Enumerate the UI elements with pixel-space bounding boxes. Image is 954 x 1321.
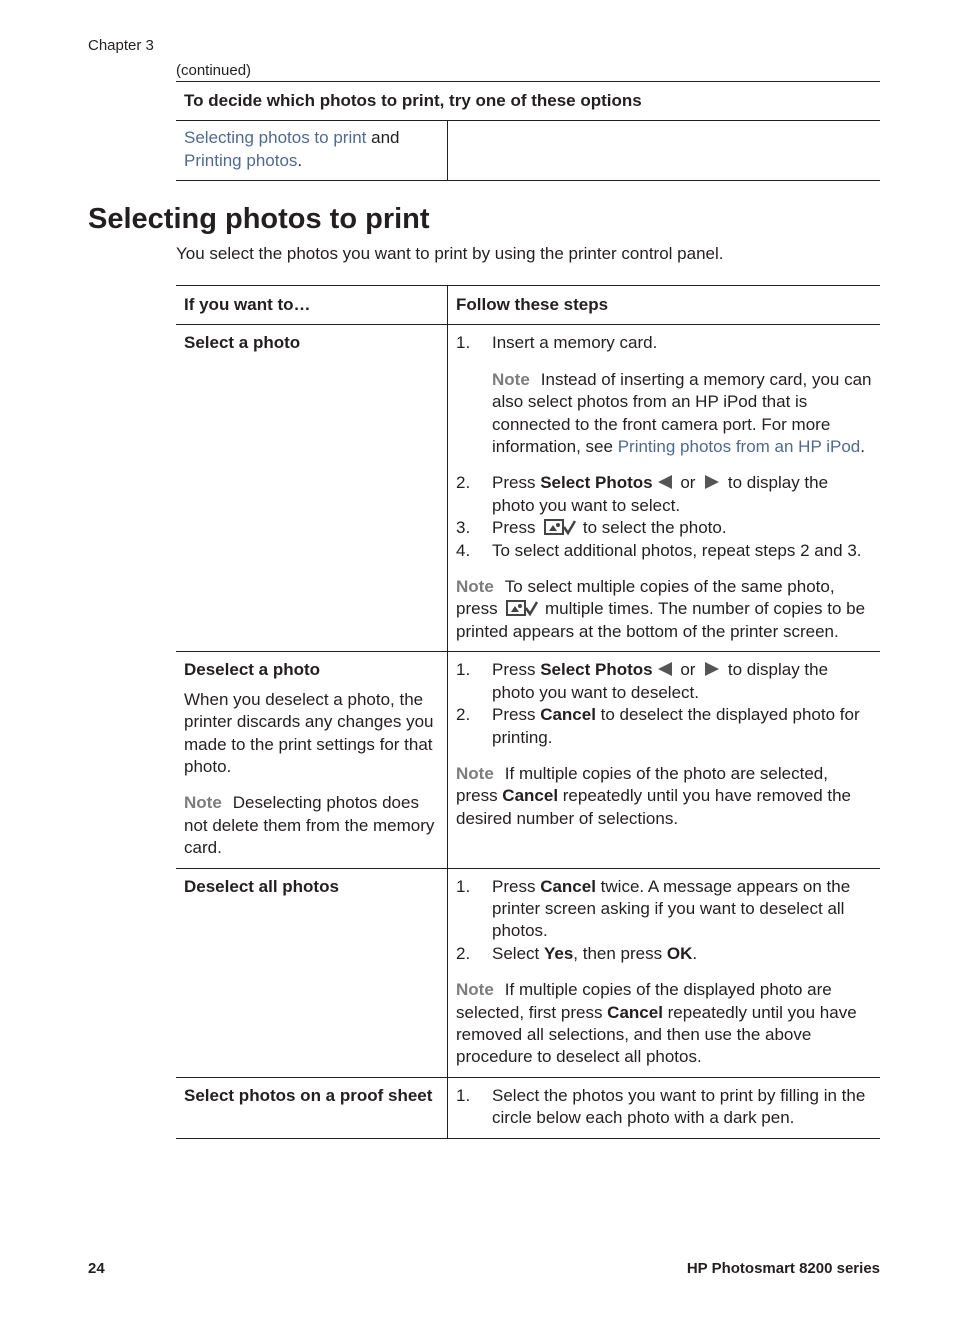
step-bold: Yes	[543, 943, 574, 963]
step-text: Press	[492, 473, 541, 493]
note-label: Note	[184, 793, 222, 813]
step-number: 2.	[456, 943, 471, 963]
step-text: Select the photos you want to print by filling in the circle below each photo with a dark pen.	[492, 1085, 866, 1128]
step-bold: OK	[666, 943, 693, 963]
row-label-deselect-photo: Deselect a photo	[184, 660, 321, 680]
step-number: 1.	[456, 333, 471, 353]
note-label: Note	[456, 763, 494, 783]
step-text: .	[692, 943, 698, 963]
step-number: 1.	[456, 660, 471, 680]
row-label-proof-sheet: Select photos on a proof sheet	[184, 1085, 433, 1105]
step-item	[456, 704, 872, 749]
step-text: Press	[492, 518, 541, 538]
step-bold: Select Photos	[540, 660, 653, 680]
note-label: Note	[456, 980, 494, 1000]
steps-table-header	[176, 286, 880, 325]
step-item	[456, 540, 872, 562]
step-bold: Cancel	[540, 705, 596, 725]
note-bold: Cancel	[502, 786, 559, 806]
step-number: 1.	[456, 876, 471, 896]
step-item	[456, 472, 872, 517]
options-table-heading: To decide which photos to print, try one of these options	[176, 82, 880, 121]
step-bold: Select Photos	[540, 473, 653, 493]
text-and: and	[366, 128, 400, 148]
step-number: 3.	[456, 518, 471, 538]
note-text: Deselecting photos does not delete them from the memory card.	[184, 793, 435, 858]
step-number: 4.	[456, 540, 471, 560]
step-text: to display the photo you want to deselect.	[492, 660, 829, 702]
row-label-deselect-all: Deselect all photos	[184, 876, 339, 896]
left-arrow-icon	[658, 662, 672, 676]
step-number: 2.	[456, 705, 471, 725]
step-bold: Cancel	[540, 876, 596, 896]
step-number: 2.	[456, 473, 471, 493]
steps-list	[456, 876, 872, 966]
note-label: Note	[456, 577, 494, 597]
note-end: .	[860, 437, 865, 457]
table-row	[176, 652, 880, 868]
step-text: Press	[492, 876, 541, 896]
select-photo-icon	[506, 599, 538, 617]
select-photo-icon	[544, 518, 576, 536]
step-text: Insert a memory card.	[492, 333, 658, 353]
step-item	[456, 659, 872, 704]
step-text: twice. A message appears on the printer screen asking if you want to deselect all photos.	[492, 876, 851, 941]
steps-list	[456, 472, 872, 562]
note-deselect	[184, 792, 439, 859]
note-text: repeatedly until you have removed all selections, and then use the above procedure to deselect all photos.	[456, 1002, 857, 1067]
text-period: .	[297, 150, 303, 170]
note-text: If multiple copies of the displayed photo are selected, first press	[456, 980, 832, 1022]
step-text: , then press	[573, 943, 667, 963]
note-text: If multiple copies of the photo are selected, press	[456, 763, 828, 806]
step-text: or	[675, 660, 701, 680]
step-number: 1.	[456, 1085, 471, 1105]
note-label: Note	[492, 369, 530, 389]
options-cell	[176, 121, 448, 181]
table-row	[176, 1077, 880, 1138]
right-arrow-icon	[705, 475, 719, 489]
note-text: To select multiple copies of the same photo, press	[456, 577, 835, 619]
continued-label: (continued)	[176, 62, 252, 79]
note-deselect-copies	[456, 763, 872, 830]
steps-table	[176, 285, 880, 1139]
step-text: Press	[492, 705, 541, 725]
note-ipod	[456, 369, 872, 459]
step-text: to deselect the displayed photo for printing.	[492, 705, 860, 747]
note-text: repeatedly until you have removed the desired number of selections.	[456, 786, 852, 828]
note-deselect-all	[456, 979, 872, 1069]
link-selecting-photos[interactable]: Selecting photos to print	[184, 128, 367, 148]
options-empty-cell	[448, 121, 881, 181]
chapter-label: Chapter 3	[88, 37, 154, 54]
left-arrow-icon	[658, 475, 672, 489]
steps-list	[456, 659, 872, 749]
right-arrow-icon	[705, 662, 719, 676]
table-row	[176, 325, 880, 652]
note-text: multiple times. The number of copies to be printed appears at the bottom of the printer screen.	[456, 599, 866, 641]
step-item	[456, 517, 872, 539]
note-text: Instead of inserting a memory card, you can also select photos from an HP iPod that is connected to the front camera port. For more information, see	[492, 369, 872, 457]
note-bold: Cancel	[607, 1002, 663, 1022]
step-text: to display the photo you want to select.	[492, 473, 829, 515]
section-intro: You select the photos you want to print by using the printer control panel.	[176, 244, 724, 263]
link-printing-photos[interactable]: Printing photos	[184, 150, 298, 170]
step-item	[456, 332, 872, 354]
table-row	[176, 868, 880, 1077]
step-item	[456, 876, 872, 943]
page-number: 24	[88, 1260, 105, 1277]
steps-list	[456, 1085, 872, 1130]
row-label-select-photo: Select a photo	[184, 333, 301, 353]
step-item	[456, 943, 872, 965]
steps-list	[456, 332, 872, 354]
note-multiple-copies	[456, 576, 872, 643]
deselect-description: When you deselect a photo, the printer discards any changes you made to the print settings for that photo.	[184, 689, 434, 776]
product-name: HP Photosmart 8200 series	[686, 1260, 880, 1277]
section-title: Selecting photos to print	[88, 203, 430, 235]
link-ipod[interactable]: Printing photos from an HP iPod	[617, 437, 861, 457]
options-table	[176, 81, 880, 181]
step-text: To select additional photos, repeat steps 2 and 3.	[492, 540, 862, 560]
step-item	[456, 1085, 872, 1130]
step-text: to select the photo.	[578, 518, 727, 538]
step-text: Press	[492, 660, 541, 680]
step-text: Select	[492, 943, 544, 963]
col-header-want: If you want to…	[176, 286, 448, 325]
step-text: or	[675, 473, 701, 493]
col-header-steps: Follow these steps	[448, 286, 881, 325]
